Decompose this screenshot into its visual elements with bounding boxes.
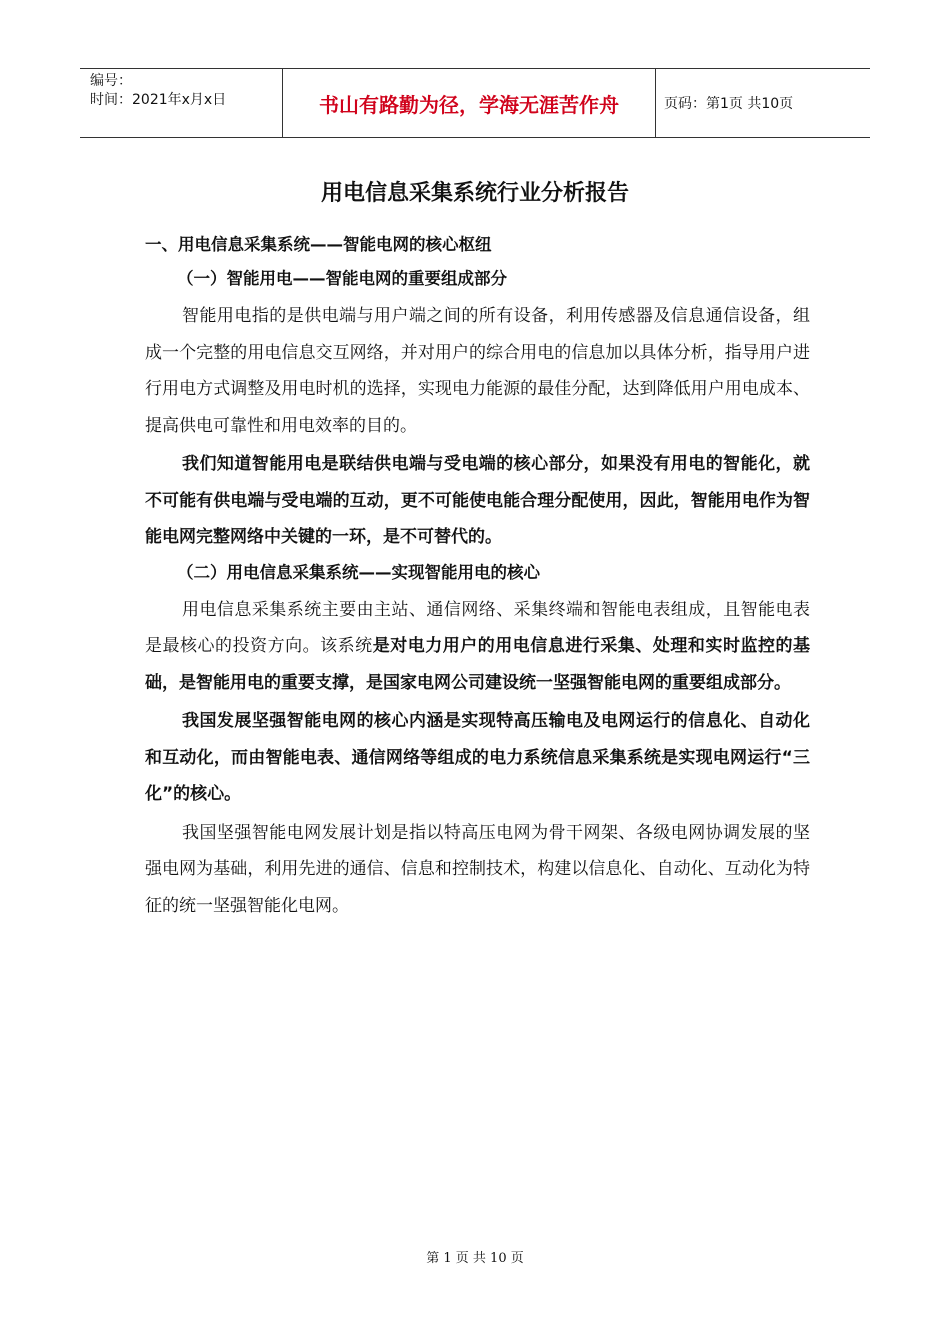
doc-number-label: 编号： — [90, 73, 132, 89]
section-heading-1: 一、用电信息采集系统——智能电网的核心枢纽 — [145, 235, 492, 254]
paragraph-5: 我国坚强智能电网发展计划是指以特高压电网为骨干网架、各级电网协调发展的坚强电网为基础，利用先进的通信、信息和控制技术，构建以信息化、自动化、互动化为特征的统一坚强智能化电网。 — [145, 822, 810, 916]
header-meta — [80, 69, 282, 137]
page-footer: 第 1 页 共 10 页 — [426, 1251, 524, 1266]
paragraph-3 — [145, 592, 810, 702]
paragraph-3-bold: 是对电力用户的用电信息进行采集、处理和实时监控的基础，是智能用电的重要支撑，是国家电网公司建设统一坚强智能电网的重要组成部分。 — [145, 636, 811, 693]
header-motto: 书山有路勤为径，学海无涯苦作舟 — [282, 69, 656, 137]
paragraph-2: 我们知道智能用电是联结供电端与受电端的核心部分，如果没有用电的智能化，就不可能有供电端与受电端的互动，更不可能使电能合理分配使用，因此，智能用电作为智能电网完整网络中关键的一环，是不可替代的。 — [145, 454, 810, 547]
document-title: 用电信息采集系统行业分析报告 — [320, 181, 629, 206]
paragraph-4: 我国发展坚强智能电网的核心内涵是实现特高压输电及电网运行的信息化、自动化和互动化，而由智能电表、通信网络等组成的电力系统信息采集系统是实现电网运行“三化”的核心。 — [145, 711, 810, 804]
header-page-code: 页码：第1页 共10页 — [664, 96, 794, 112]
paragraph-1: 智能用电指的是供电端与用户端之间的所有设备，利用传感器及信息通信设备，组成一个完整的用电信息交互网络，并对用户的综合用电的信息加以具体分析，指导用户进行用电方式调整及用电时机的选择，实现电力能源的最佳分配，达到降低用户用电成本、提高供电可靠性和用电效率的目的。 — [145, 306, 810, 436]
header-table — [80, 68, 870, 138]
paragraph-3-normal: 用电信息采集系统主要由主站、通信网络、采集终端和智能电表组成，且智能电表是最核心的投资方向。该系统 — [145, 599, 810, 656]
subsection-heading-2: （二）用电信息采集系统——实现智能用电的核心 — [177, 562, 540, 582]
document-body — [145, 230, 810, 926]
doc-time-label: 时间：2021年x月x日 — [90, 92, 227, 108]
subsection-heading-1: （一）智能用电——智能电网的重要组成部分 — [177, 269, 507, 288]
